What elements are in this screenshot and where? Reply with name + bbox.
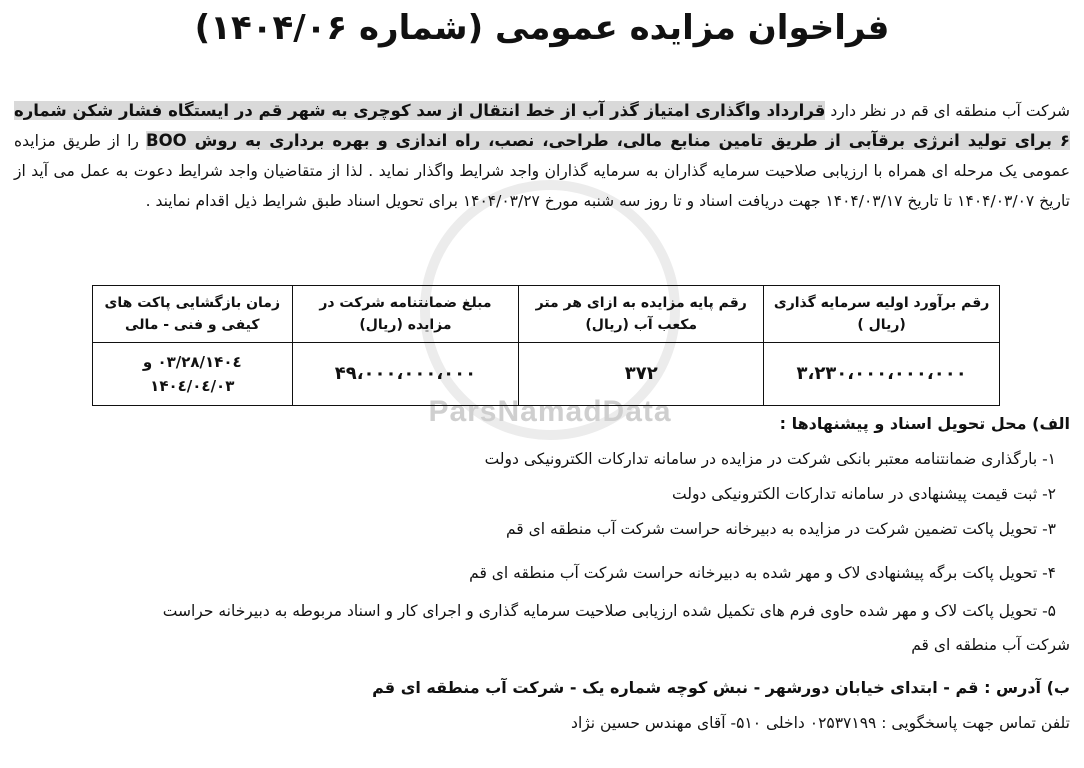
intro-paragraph (14, 96, 1070, 216)
list-item: ۵- تحویل پاکت لاک و مهر شده حاوی فرم های تکمیل شده ارزیابی صلاحیت سرمایه گذاری و اجرای کار و اسناد مربوطه به دبیرخانه حراست (162, 602, 1056, 620)
table-header-cell: رقم برآورد اولیه سرمایه گذاری (ریال ) (764, 286, 1000, 343)
table-header-cell: مبلغ ضمانتنامه شرکت در مزایده (ریال) (292, 286, 519, 343)
table-cell: ۴۹،۰۰۰،۰۰۰،۰۰۰ (292, 343, 519, 406)
table-cell: ۱۴۰٤/۰۳/۲۸ و ۱۴۰٤/۰٤/۰۳ (93, 343, 293, 406)
intro-highlight: قرارداد واگذاری امتیاز گذر آب از خط انتقال از سد کوچری به شهر قم در ایستگاه فشار شکن شماره ۶ برای تولید انرژی برقآبی از طریق تامین منابع مالی، طراحی، نصب، راه اندازی و بهره برداری به روش BOO (14, 101, 1070, 150)
table-header-cell: زمان بازگشایی پاکت های کیفی و فنی - مالی (93, 286, 293, 343)
intro-part-1: شرکت آب منطقه ای قم در نظر دارد (825, 102, 1070, 120)
list-item: ۴- تحویل پاکت برگه پیشنهادی لاک و مهر شده به دبیرخانه حراست شرکت آب منطقه ای قم (469, 564, 1056, 582)
list-item: ۱- بارگذاری ضمانتنامه معتبر بانکی شرکت در مزایده در سامانه تدارکات الکترونیکی دولت (484, 450, 1056, 468)
page-title: فراخوان مزایده عمومی (شماره ۱۴۰۴/۰۶) (194, 8, 890, 48)
table-header-cell: رقم پایه مزایده به ازای هر متر مکعب آب (ریال) (519, 286, 764, 343)
section-a-heading: الف) محل تحویل اسناد و پیشنهادها : (779, 414, 1070, 433)
table-cell: ۳،۲۳۰،۰۰۰،۰۰۰،۰۰۰ (764, 343, 1000, 406)
list-item: ۳- تحویل پاکت تضمین شرکت در مزایده به دبیرخانه حراست شرکت آب منطقه ای قم (505, 520, 1056, 538)
intro-part-2: را از طریق مزایده عمومی یک مرحله ای همراه با ارزیابی صلاحیت سرمایه گذاران به سرمایه گذاران واجد شرایط واگذار نماید . لذا از متقاضیان واجد شرایط دعوت به عمل می آید از تاریخ ۱۴۰۴/۰۳/۰۷ تا تاریخ ۱۴۰۴/۰۳/۱۷ جهت دریافت اسناد و تا روز سه شنبه مورخ ۱۴۰۴/۰۳/۲۷ برای تحویل اسناد طبق شرایط ذیل اقدام نمایند . (14, 132, 1070, 210)
contact-line: تلفن تماس جهت پاسخگویی : ۰۲۵۳۷۱۹۹ داخلی ۵۱۰- آقای مهندس حسین نژاد (571, 714, 1070, 732)
auction-table (92, 285, 1000, 406)
list-item: شرکت آب منطقه ای قم (911, 636, 1070, 654)
list-item: ۲- ثبت قیمت پیشنهادی در سامانه تدارکات الکترونیکی دولت (672, 485, 1056, 503)
section-b-address: ب) آدرس : قم - ابتدای خیابان دورشهر - نبش کوچه شماره یک - شرکت آب منطقه ای قم (372, 678, 1070, 697)
table-cell: ۳۷۲ (519, 343, 764, 406)
table-row (93, 343, 1000, 406)
watermark-text: ParsNamadData (428, 395, 672, 428)
table-header-row (93, 286, 1000, 343)
